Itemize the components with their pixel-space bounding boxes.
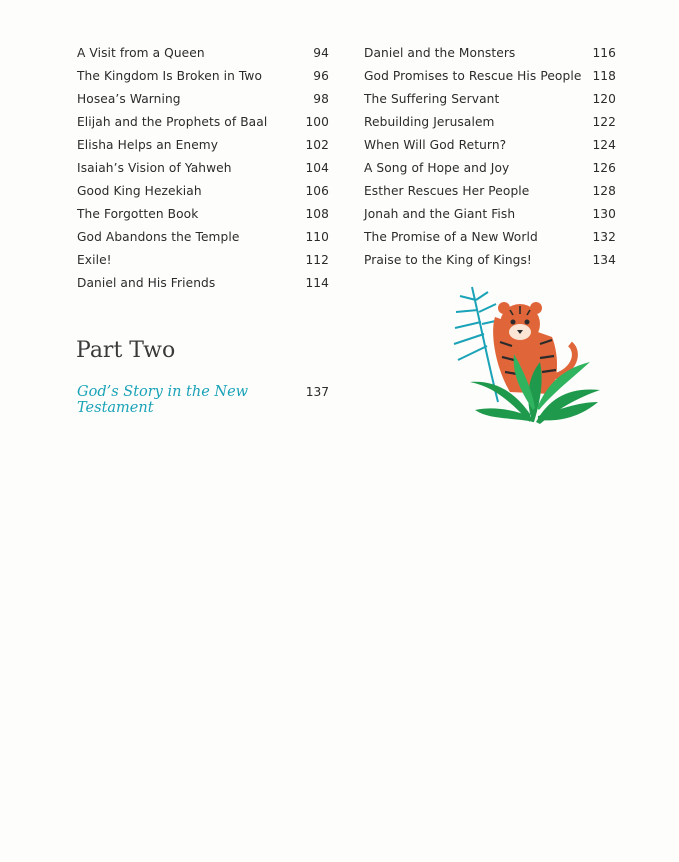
toc-entry-title: Elijah and the Prophets of Baal xyxy=(77,115,268,129)
toc-entry-page-number: 118 xyxy=(592,69,616,83)
toc-entry[interactable] xyxy=(77,230,329,253)
toc-entry-page-number: 100 xyxy=(305,115,329,129)
toc-entry-title: Daniel and His Friends xyxy=(77,276,216,290)
section-page-number: 137 xyxy=(305,385,329,399)
toc-entry-title: Good King Hezekiah xyxy=(77,184,202,198)
toc-entry-title: Praise to the King of Kings! xyxy=(364,253,532,267)
toc-entry-title: A Visit from a Queen xyxy=(77,46,205,60)
toc-entry[interactable] xyxy=(364,161,616,184)
toc-entry[interactable] xyxy=(364,184,616,207)
toc-entry[interactable] xyxy=(77,92,329,115)
toc-entry-page-number: 106 xyxy=(305,184,329,198)
toc-entry-page-number: 110 xyxy=(305,230,329,244)
section-title: God’s Story in the New Testament xyxy=(77,384,249,416)
toc-entry-page-number: 132 xyxy=(592,230,616,244)
toc-entry-title: Esther Rescues Her People xyxy=(364,184,530,198)
toc-entry[interactable] xyxy=(77,69,329,92)
toc-entry-page-number: 124 xyxy=(592,138,616,152)
toc-entry[interactable] xyxy=(364,115,616,138)
toc-entry[interactable] xyxy=(364,207,616,230)
toc-entry[interactable] xyxy=(364,253,616,276)
toc-entry-page-number: 104 xyxy=(305,161,329,175)
toc-entry-title: A Song of Hope and Joy xyxy=(364,161,510,175)
toc-entry[interactable] xyxy=(364,46,616,69)
toc-entry-page-number: 94 xyxy=(313,46,329,60)
toc-entry-title: God Abandons the Temple xyxy=(77,230,240,244)
toc-entry[interactable] xyxy=(77,46,329,69)
toc-column-part-one-right xyxy=(364,46,616,276)
toc-entry[interactable] xyxy=(77,184,329,207)
part-heading: Part Two xyxy=(76,338,176,363)
toc-entry[interactable] xyxy=(364,138,616,161)
toc-entry-title: Jonah and the Giant Fish xyxy=(364,207,516,221)
section-entry[interactable] xyxy=(77,384,329,416)
toc-entry[interactable] xyxy=(364,230,616,253)
toc-entry-page-number: 108 xyxy=(305,207,329,221)
toc-entry-title: Rebuilding Jerusalem xyxy=(364,115,495,129)
toc-entry-page-number: 134 xyxy=(592,253,616,267)
toc-entry-title: The Suffering Servant xyxy=(364,92,500,106)
toc-entry-page-number: 112 xyxy=(305,253,329,267)
toc-entry-page-number: 98 xyxy=(313,92,329,106)
toc-entry-page-number: 122 xyxy=(592,115,616,129)
toc-entry-title: Hosea’s Warning xyxy=(77,92,181,106)
toc-entry-title: The Promise of a New World xyxy=(364,230,538,244)
toc-entry-title: God Promises to Rescue His People xyxy=(364,69,582,83)
toc-entry[interactable] xyxy=(77,253,329,276)
toc-entry[interactable] xyxy=(77,207,329,230)
toc-entry[interactable] xyxy=(77,115,329,138)
toc-entry[interactable] xyxy=(77,138,329,161)
toc-entry-page-number: 126 xyxy=(592,161,616,175)
toc-entry-title: Exile! xyxy=(77,253,112,267)
toc-entry-title: The Kingdom Is Broken in Two xyxy=(77,69,263,83)
toc-entry-page-number: 102 xyxy=(305,138,329,152)
toc-entry-page-number: 120 xyxy=(592,92,616,106)
toc-entry-page-number: 114 xyxy=(305,276,329,290)
toc-entry-title: The Forgotten Book xyxy=(77,207,199,221)
toc-entry[interactable] xyxy=(364,92,616,115)
toc-entry-page-number: 128 xyxy=(592,184,616,198)
toc-column-part-one-left xyxy=(77,46,329,299)
toc-entry[interactable] xyxy=(77,161,329,184)
toc-entry-page-number: 130 xyxy=(592,207,616,221)
toc-entry-page-number: 96 xyxy=(313,69,329,83)
toc-entry-title: When Will God Return? xyxy=(364,138,507,152)
toc-entry-title: Elisha Helps an Enemy xyxy=(77,138,219,152)
toc-entry[interactable] xyxy=(77,276,329,299)
toc-entry[interactable] xyxy=(364,69,616,92)
toc-entry-page-number: 116 xyxy=(592,46,616,60)
toc-entry-title: Isaiah’s Vision of Yahweh xyxy=(77,161,232,175)
tiger-in-leaves-icon xyxy=(440,282,615,427)
toc-entry-title: Daniel and the Monsters xyxy=(364,46,516,60)
